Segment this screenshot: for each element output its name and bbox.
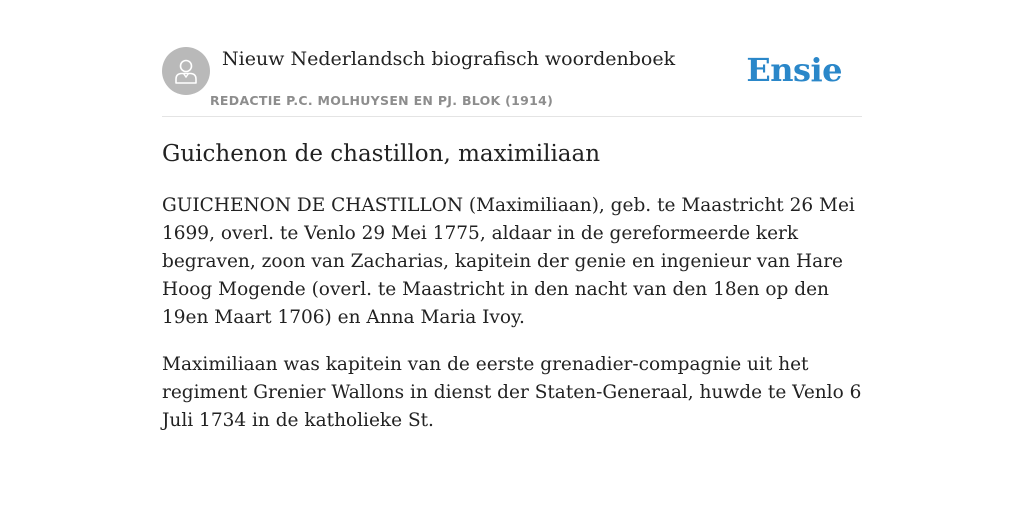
book-title[interactable]: Nieuw Nederlandsch biografisch woordenboek bbox=[222, 48, 676, 70]
editors-credit: REDACTIE P.C. MOLHUYSEN EN PJ. BLOK (1914) bbox=[210, 93, 554, 108]
entry-title: Guichenon de chastillon, maximiliaan bbox=[162, 141, 601, 167]
avatar[interactable] bbox=[162, 47, 210, 95]
entry-paragraph-2: Maximiliaan was kapitein van de eerste grenadier-compagnie uit het regiment Grenier Wallons in dienst der Staten-Generaal, huwde te Venlo 6 Juli 1734 in de katholieke St. bbox=[162, 354, 862, 431]
user-icon bbox=[174, 58, 198, 84]
entry-content bbox=[162, 138, 862, 435]
entry-paragraph-1: GUICHENON DE CHASTILLON (Maximiliaan), geb. te Maastricht 26 Mei 1699, overl. te Venlo 29 Mei 1775, aldaar in de gereformeerde kerk begraven, zoon van Zacharias, kapitein der genie en ingenieur van Hare Hoog Mogende (overl. te Maastricht in den nacht van den 18en op den 19en Maart 1706) en Anna Maria Ivoy. bbox=[162, 195, 855, 328]
brand-logo-link[interactable]: Ensie bbox=[746, 51, 842, 89]
page-header bbox=[162, 46, 862, 117]
